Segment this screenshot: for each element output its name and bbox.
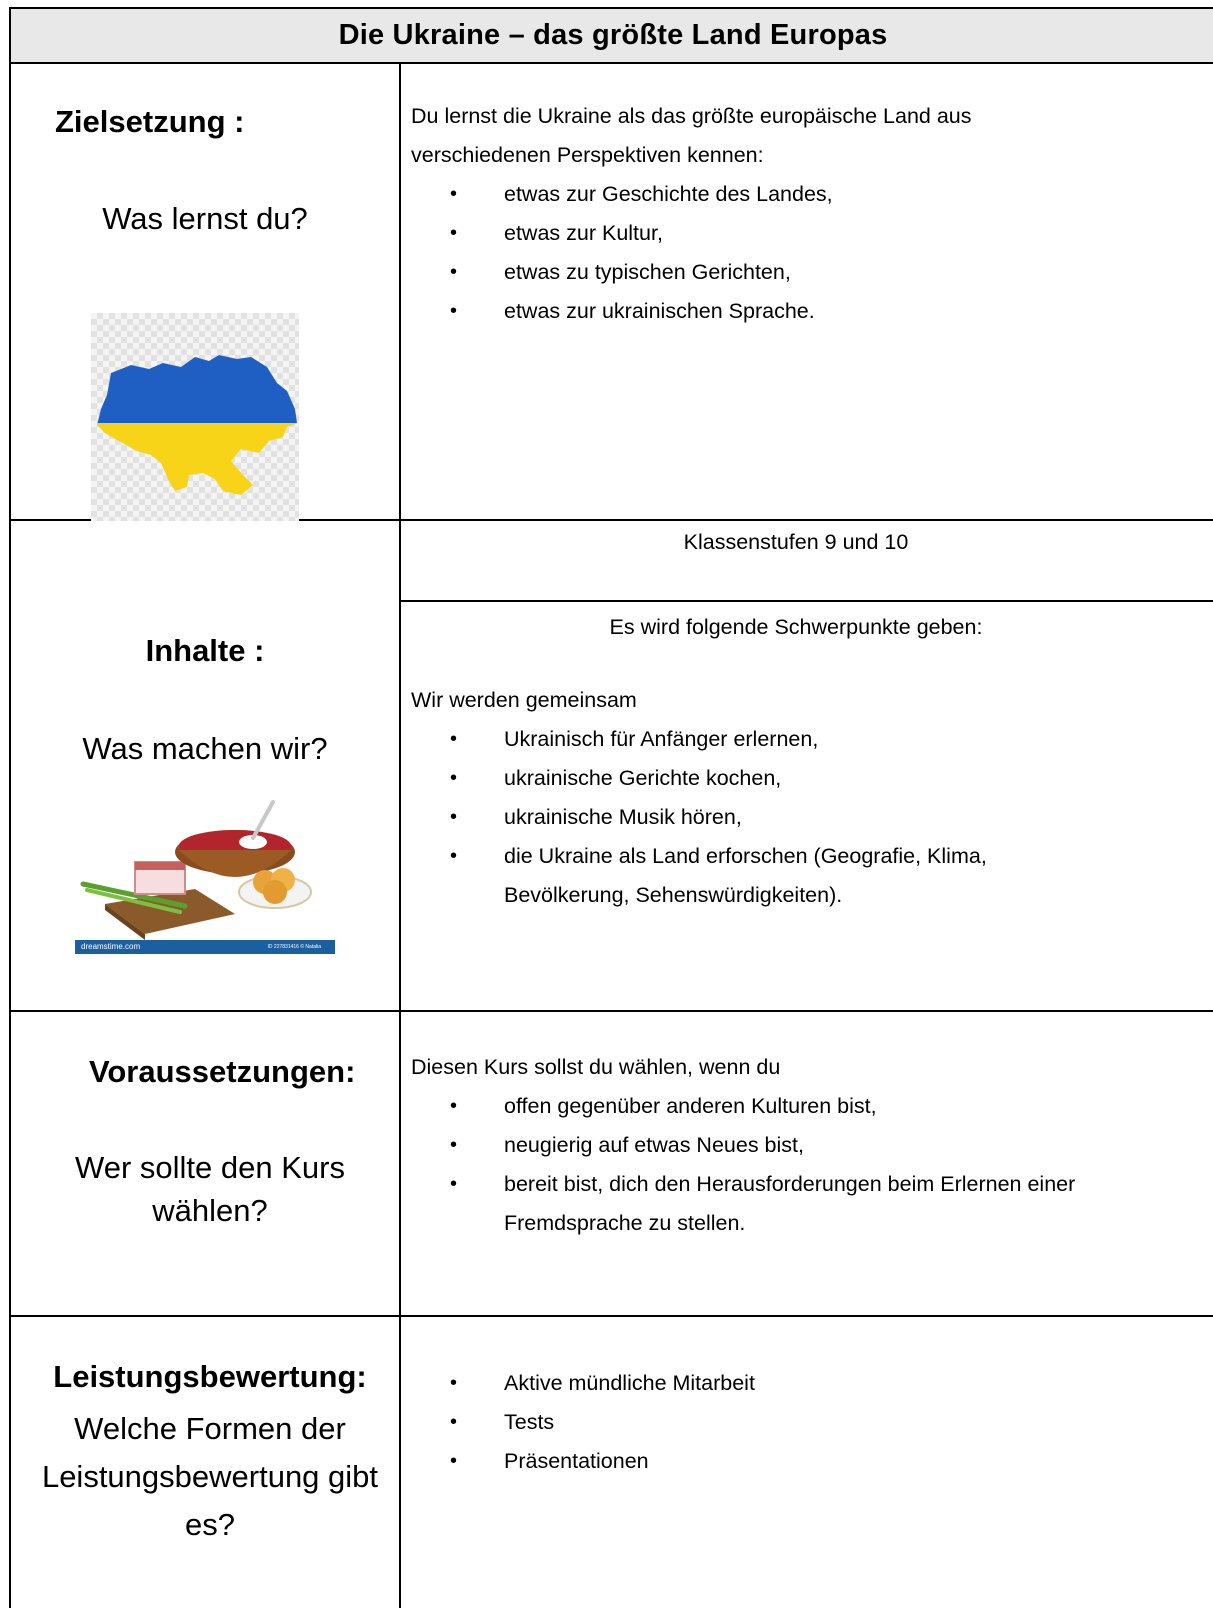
- list-item: [401, 214, 1201, 253]
- voraussetzungen-question-line1: Wer sollte den Kurs: [75, 1150, 345, 1185]
- bullet-icon: •: [450, 1450, 458, 1472]
- leistungsbewertung-question-line1: Welche Formen der: [74, 1411, 346, 1446]
- bullet-icon: •: [450, 1173, 458, 1195]
- list-item-text: die Ukraine als Land erforschen (Geografie, Klima,: [504, 844, 987, 868]
- bullet-icon: •: [450, 1134, 458, 1156]
- inhalte-question: Was machen wir?: [82, 731, 328, 766]
- list-item-text: Ukrainisch für Anfänger erlernen,: [504, 727, 819, 751]
- zielsetzung-question: Was lernst du?: [102, 201, 308, 236]
- bullet-icon: •: [450, 728, 458, 750]
- list-item: [401, 720, 1201, 759]
- leistungsbewertung-bullet-list: [401, 1364, 1201, 1481]
- leistungsbewertung-heading: Leistungsbewertung:: [53, 1359, 367, 1394]
- voraussetzungen-bullet-list: [401, 1087, 1201, 1243]
- list-item-continuation: Fremdsprache zu stellen.: [504, 1211, 746, 1235]
- list-item: [401, 837, 1201, 915]
- list-item-text: ukrainische Gerichte kochen,: [504, 766, 782, 790]
- inhalte-bullet-list: [401, 720, 1201, 915]
- list-item-text: etwas zur ukrainischen Sprache.: [504, 299, 815, 323]
- list-item-text: ukrainische Musik hören,: [504, 805, 742, 829]
- zielsetzung-intro-line2: verschiedenen Perspektiven kennen:: [411, 143, 764, 167]
- list-item-text: Aktive mündliche Mitarbeit: [504, 1371, 755, 1395]
- list-item: [401, 1087, 1201, 1126]
- grade-levels-text: Klassenstufen 9 und 10: [683, 530, 909, 554]
- grade-levels-cell: [401, 521, 1213, 602]
- inhalte-right-cell: [401, 608, 1201, 915]
- list-item: [401, 175, 1201, 214]
- bullet-icon: •: [450, 806, 458, 828]
- watermark-text: dreamstime.com: [81, 942, 141, 951]
- column-divider: [399, 64, 401, 1608]
- list-item-text: Tests: [504, 1410, 555, 1434]
- leistungsbewertung-question-line3: es?: [185, 1507, 235, 1542]
- voraussetzungen-intro: Diesen Kurs sollst du wählen, wenn du: [411, 1055, 781, 1079]
- list-item-text: Präsentationen: [504, 1449, 649, 1473]
- list-item-continuation: Bevölkerung, Sehenswürdigkeiten).: [504, 883, 843, 907]
- list-item-text: etwas zur Kultur,: [504, 221, 663, 245]
- list-item-text: neugierig auf etwas Neues bist,: [504, 1133, 804, 1157]
- list-item-text: offen gegenüber anderen Kulturen bist,: [504, 1094, 877, 1118]
- leistungsbewertung-left-cell: [11, 1317, 399, 1608]
- food-image-watermark: [75, 940, 335, 954]
- voraussetzungen-question-line2: wählen?: [152, 1193, 268, 1228]
- zielsetzung-right-cell: [401, 97, 1201, 331]
- inhalte-heading: Inhalte :: [145, 633, 265, 668]
- course-sheet: [9, 7, 1213, 1608]
- list-item: [401, 798, 1201, 837]
- leistungsbewertung-right-cell: [401, 1364, 1201, 1481]
- bullet-icon: •: [450, 300, 458, 322]
- list-item: [401, 1442, 1201, 1481]
- together-line: Wir werden gemeinsam: [411, 688, 637, 712]
- bullet-icon: •: [450, 183, 458, 205]
- list-item: [401, 1165, 1201, 1243]
- row-leistungsbewertung: [11, 1317, 1213, 1608]
- leistungsbewertung-question-line2: Leistungsbewertung gibt: [41, 1459, 379, 1494]
- watermark-id: ID 227831416 © Natalia: [267, 944, 321, 950]
- ukraine-map-icon: [91, 313, 299, 521]
- voraussetzungen-left-cell: [11, 1012, 399, 1315]
- ukrainian-food-icon: [75, 794, 335, 954]
- voraussetzungen-right-cell: [401, 1048, 1201, 1243]
- bullet-icon: •: [450, 767, 458, 789]
- zielsetzung-intro-line1: Du lernst die Ukraine als das größte europäische Land aus: [411, 104, 972, 128]
- list-item: [401, 253, 1201, 292]
- zielsetzung-heading: Zielsetzung :: [55, 104, 245, 139]
- list-item-text: etwas zur Geschichte des Landes,: [504, 182, 833, 206]
- list-item: [401, 1364, 1201, 1403]
- row-voraussetzungen: [11, 1012, 1213, 1317]
- spacer: [401, 647, 1201, 681]
- list-item-text: etwas zu typischen Gerichten,: [504, 260, 791, 284]
- bullet-icon: •: [450, 1411, 458, 1433]
- list-item: [401, 292, 1201, 331]
- list-item-text: bereit bist, dich den Herausforderungen beim Erlernen einer: [504, 1172, 1076, 1196]
- list-item: [401, 1403, 1201, 1442]
- bullet-icon: •: [450, 1095, 458, 1117]
- bullet-icon: •: [450, 1372, 458, 1394]
- voraussetzungen-heading: Voraussetzungen:: [89, 1054, 356, 1089]
- bullet-icon: •: [450, 222, 458, 244]
- list-item: [401, 1126, 1201, 1165]
- page-title: Die Ukraine – das größte Land Europas: [11, 9, 1213, 64]
- bullet-icon: •: [450, 845, 458, 867]
- focus-intro: Es wird folgende Schwerpunkte geben:: [609, 615, 983, 639]
- zielsetzung-bullet-list: [401, 175, 1201, 331]
- list-item: [401, 759, 1201, 798]
- bullet-icon: •: [450, 261, 458, 283]
